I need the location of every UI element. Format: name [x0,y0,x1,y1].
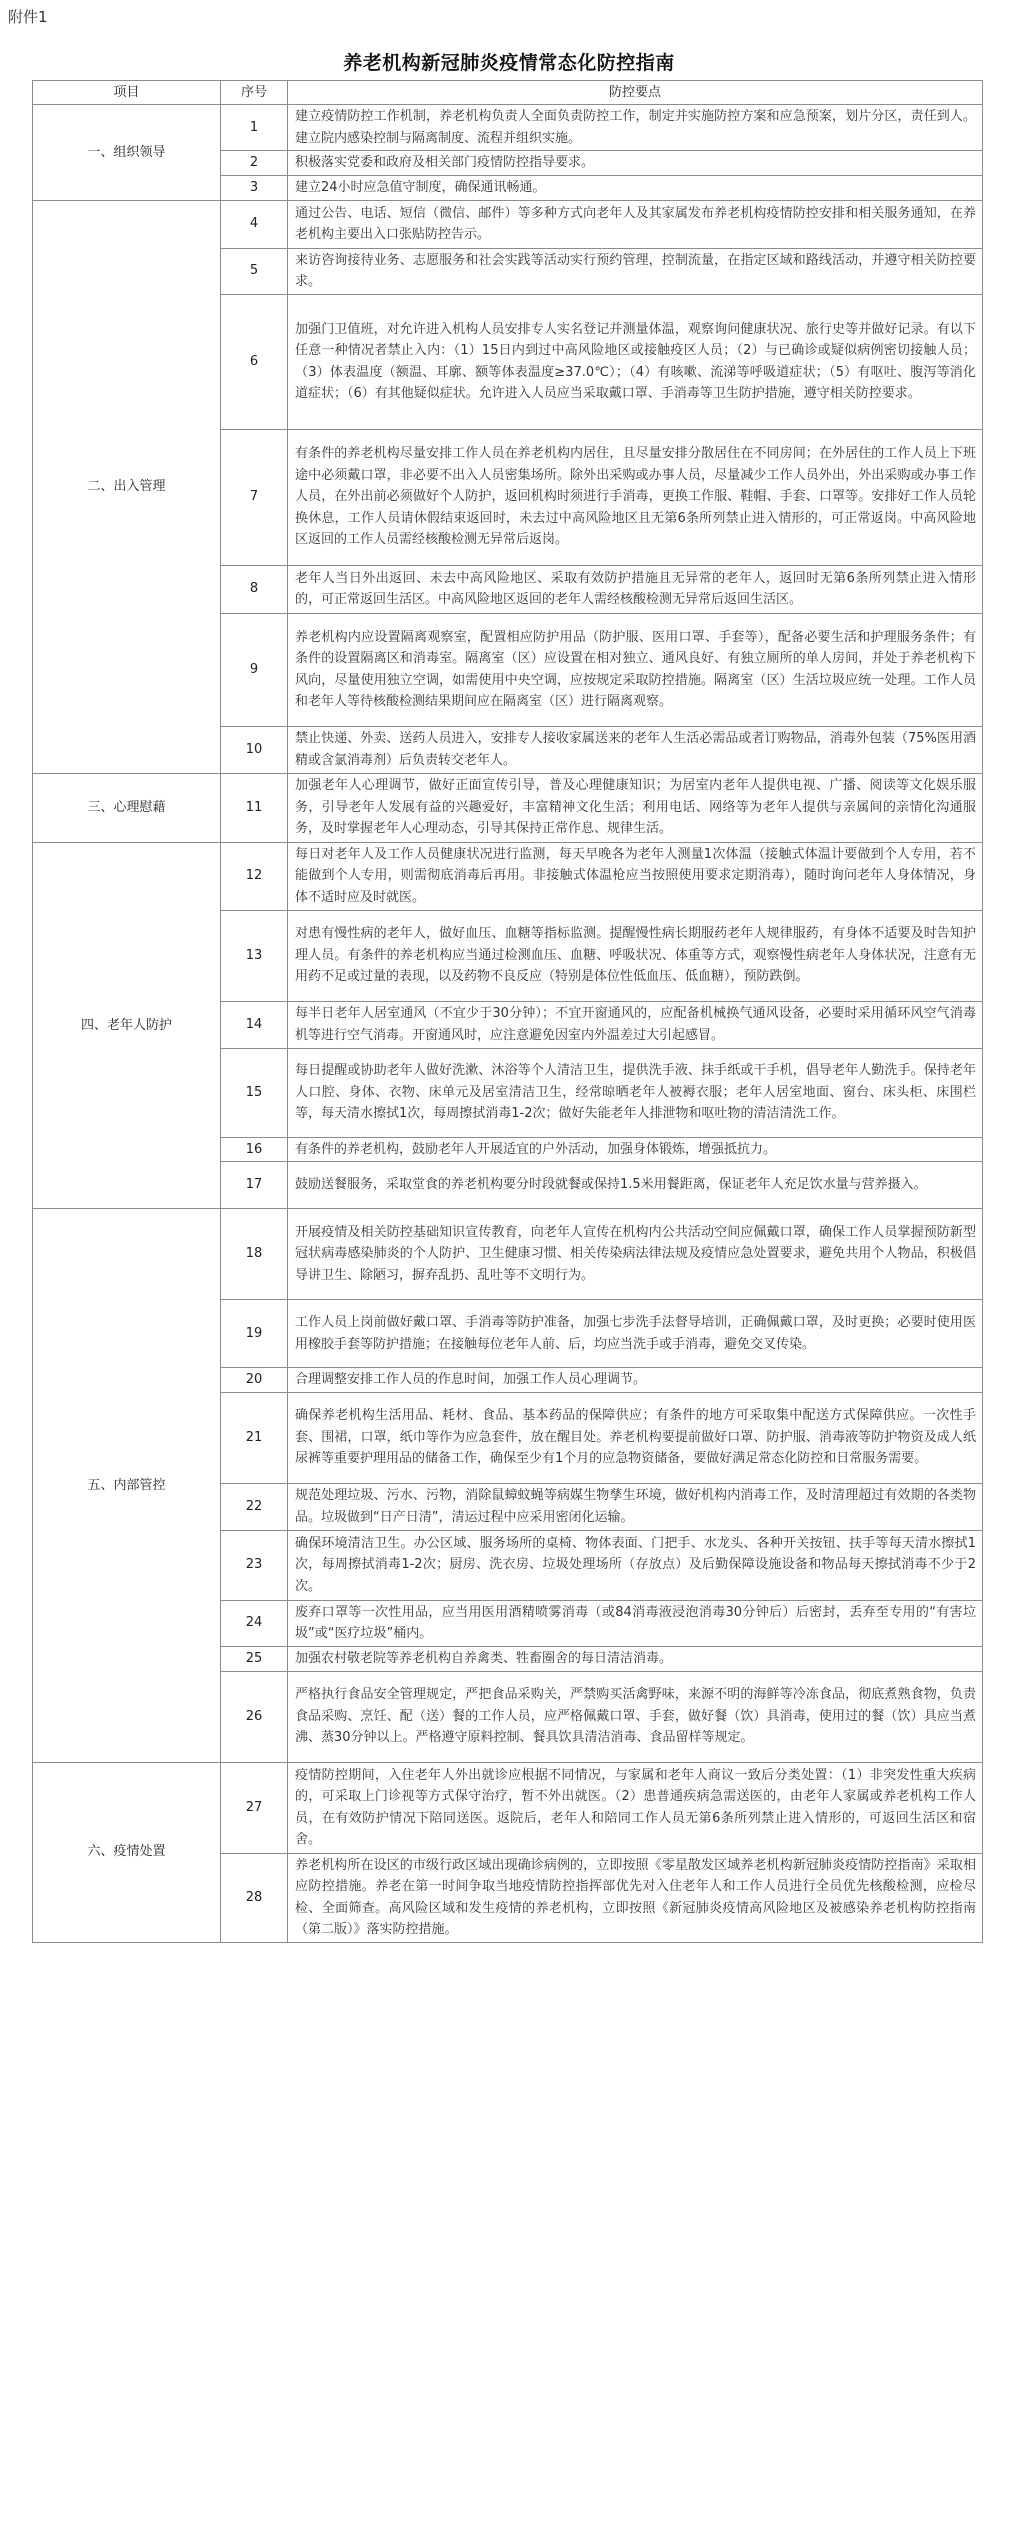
guideline-table [32,80,983,1943]
key-point-cell: 每日对老年人及工作人员健康状况进行监测，每天早晚各为老年人测量1次体温（接触式体温计要做到个人专用，若不能做到个人专用，则需彻底消毒后再用。非接触式体温枪应当按照使用要求定期消毒），随时询问老年人身体情况，身体不适时应及时就医。 [288,842,983,910]
row-number-cell: 28 [221,1853,288,1942]
key-point-cell: 建立24小时应急值守制度，确保通讯畅通。 [288,175,983,200]
row-number-cell: 1 [221,105,288,151]
document-title: 养老机构新冠肺炎疫情常态化防控指南 [343,52,675,74]
key-point-cell: 对患有慢性病的老年人，做好血压、血糖等指标监测。提醒慢性病长期服药老年人规律服药，有身体不适要及时告知护理人员。有条件的养老机构应当通过检测血压、血糖、呼吸状况、体重等方式，观察慢性病老年人身体状况，注意有无用药不足或过量的表现，以及药物不良反应（特别是体位性低血压、低血糖），预防跌倒。 [288,910,983,1001]
key-point-cell: 养老机构所在设区的市级行政区域出现确诊病例的，立即按照《零星散发区域养老机构新冠肺炎疫情防控指南》采取相应防控措施。养老在第一时间争取当地疫情防控指挥部优先对入住老年人和工作人员进行全员优先核酸检测，应检尽检、全面筛查。高风险区域和发生疫情的养老机构，立即按照《新冠肺炎疫情高风险地区及被感染养老机构防控指南（第二版）》落实防控措施。 [288,1853,983,1942]
table-row [33,773,983,842]
row-number-cell: 3 [221,175,288,200]
key-point-cell: 规范处理垃圾、污水、污物，消除鼠蟑蚊蝇等病媒生物孳生环境，做好机构内消毒工作，及时清理超过有效期的各类物品。垃圾做到“日产日清”，清运过程中应采用密闭化运输。 [288,1483,983,1530]
row-number-cell: 8 [221,565,288,613]
attachment-label: 附件1 [8,8,48,26]
key-point-cell: 养老机构内应设置隔离观察室，配置相应防护用品（防护服、医用口罩、手套等），配备必要生活和护理服务条件；有条件的设置隔离区和消毒室。隔离室（区）应设置在相对独立、通风良好、有独立厕所的单人房间，并处于养老机构下风向，尽量使用独立空调，如需使用中央空调，应按规定采取防控措施。隔离室（区）生活垃圾应统一处理。工作人员和老年人等待核酸检测结果期间应在隔离室（区）进行隔离观察。 [288,613,983,726]
key-point-cell: 通过公告、电话、短信（微信、邮件）等多种方式向老年人及其家属发布养老机构疫情防控安排和相关服务通知，在养老机构主要出入口张贴防控告示。 [288,200,983,248]
key-point-cell: 开展疫情及相关防控基础知识宣传教育，向老年人宣传在机构内公共活动空间应佩戴口罩，确保工作人员掌握预防新型冠状病毒感染肺炎的个人防护、卫生健康习惯、相关传染病法律法规及疫情应急处置要求，避免共用个人物品，积极倡导讲卫生、除陋习，摒弃乱扔、乱吐等不文明行为。 [288,1209,983,1300]
key-point-cell: 确保环境清洁卫生。办公区域、服务场所的桌椅、物体表面、门把手、水龙头、各种开关按钮、扶手等每天清水擦拭1次，每周擦拭消毒1-2次；厨房、洗衣房、垃圾处理场所（存放点）及后勤保障设施设备和物品每天擦拭消毒不少于2次。 [288,1530,983,1600]
category-cell: 六、疫情处置 [33,1762,221,1942]
category-cell: 三、心理慰藉 [33,773,221,842]
row-number-cell: 14 [221,1001,288,1048]
table-row [33,105,983,151]
key-point-cell: 鼓励送餐服务，采取堂食的养老机构要分时段就餐或保持1.5米用餐距离，保证老年人充足饮水量与营养摄入。 [288,1162,983,1209]
header-item: 项目 [33,81,221,105]
key-point-cell: 老年人当日外出返回、未去中高风险地区、采取有效防护措施且无异常的老年人，返回时无第6条所列禁止进入情形的，可正常返回生活区。中高风险地区返回的老年人需经核酸检测无异常后返回生活区。 [288,565,983,613]
key-point-cell: 有条件的养老机构，鼓励老年人开展适宜的户外活动，加强身体锻炼，增强抵抗力。 [288,1137,983,1162]
table-header-row [33,81,983,105]
key-point-cell: 来访咨询接待业务、志愿服务和社会实践等活动实行预约管理，控制流量，在指定区域和路线活动，并遵守相关防控要求。 [288,248,983,294]
row-number-cell: 13 [221,910,288,1001]
row-number-cell: 18 [221,1209,288,1300]
key-point-cell: 疫情防控期间，入住老年人外出就诊应根据不同情况，与家属和老年人商议一致后分类处置：（1）非突发性重大疾病的，可采取上门诊视等方式保守治疗，暂不外出就医。（2）患普通疾病急需送医的，由老年人家属或养老机构工作人员，在有效防护情况下陪同送医。返院后，老年人和陪同工作人员无第6条所列禁止进入情形的，可返回生活区和宿舍。 [288,1762,983,1853]
row-number-cell: 7 [221,429,288,565]
row-number-cell: 21 [221,1392,288,1483]
row-number-cell: 26 [221,1671,288,1762]
category-cell: 五、内部管控 [33,1209,221,1763]
row-number-cell: 16 [221,1137,288,1162]
row-number-cell: 22 [221,1483,288,1530]
key-point-cell: 禁止快递、外卖、送药人员进入，安排专人接收家属送来的老年人生活必需品或者订购物品，消毒外包装（75%医用酒精或含氯消毒剂）后负责转交老年人。 [288,726,983,773]
row-number-cell: 5 [221,248,288,294]
row-number-cell: 12 [221,842,288,910]
key-point-cell: 废弃口罩等一次性用品，应当用医用酒精喷雾消毒（或84消毒液浸泡消毒30分钟后）后密封，丢弃至专用的“有害垃圾”或“医疗垃圾”桶内。 [288,1600,983,1646]
row-number-cell: 10 [221,726,288,773]
key-point-cell: 加强门卫值班，对允许进入机构人员安排专人实名登记并测量体温，观察询问健康状况、旅行史等并做好记录。有以下任意一种情况者禁止入内：（1）15日内到过中高风险地区或接触疫区人员；（2）与已确诊或疑似病例密切接触人员；（3）体表温度（额温、耳廓、额等体表温度≥37.0℃）；（4）有咳嗽、流涕等呼吸道症状；（5）有呕吐、腹泻等消化道症状；（6）有其他疑似症状。允许进入人员应当采取戴口罩、手消毒等卫生防护措施，遵守相关防控要求。 [288,294,983,429]
row-number-cell: 19 [221,1300,288,1368]
header-number: 序号 [221,81,288,105]
table-row [33,1209,983,1300]
row-number-cell: 27 [221,1762,288,1853]
row-number-cell: 9 [221,613,288,726]
key-point-cell: 工作人员上岗前做好戴口罩、手消毒等防护准备，加强七步洗手法督导培训，正确佩戴口罩，及时更换；必要时使用医用橡胶手套等防护措施；在接触每位老年人前、后，均应当洗手或手消毒，避免交叉传染。 [288,1300,983,1368]
table-row [33,1762,983,1853]
table-row [33,200,983,248]
key-point-cell: 严格执行食品安全管理规定，严把食品采购关，严禁购买活禽野味，来源不明的海鲜等冷冻食品，彻底煮熟食物，负责食品采购、烹饪、配（送）餐的工作人员，应严格佩戴口罩、手套，做好餐（饮）具消毒，使用过的餐（饮）具应当煮沸、蒸30分钟以上。严格遵守原料控制、餐具饮具清洁消毒、食品留样等规定。 [288,1671,983,1762]
key-point-cell: 每半日老年人居室通风（不宜少于30分钟）；不宜开窗通风的，应配备机械换气通风设备，必要时采用循环风空气消毒机等进行空气消毒。开窗通风时，应注意避免因室内外温差过大引起感冒。 [288,1001,983,1048]
category-cell: 二、出入管理 [33,200,221,773]
key-point-cell: 加强老年人心理调节，做好正面宣传引导，普及心理健康知识；为居室内老年人提供电视、广播、阅读等文化娱乐服务，引导老年人发展有益的兴趣爱好，丰富精神文化生活；利用电话、网络等为老年人提供与亲属间的亲情化沟通服务，及时掌握老年人心理动态，引导其保持正常作息、规律生活。 [288,773,983,842]
key-point-cell: 每日提醒或协助老年人做好洗漱、沐浴等个人清洁卫生，提供洗手液、抹手纸或干手机，倡导老年人勤洗手。保持老年人口腔、身体、衣物、床单元及居室清洁卫生，经常晾晒老年人被褥衣服；老年人居室地面、窗台、床头柜、床围栏等，每天清水擦拭1次，每周擦拭消毒1-2次；做好失能老年人排泄物和呕吐物的清洁清洗工作。 [288,1048,983,1137]
row-number-cell: 15 [221,1048,288,1137]
category-cell: 四、老年人防护 [33,842,221,1209]
key-point-cell: 建立疫情防控工作机制，养老机构负责人全面负责防控工作，制定并实施防控方案和应急预案，划片分区，责任到人。建立院内感染控制与隔离制度、流程并组织实施。 [288,105,983,151]
table-row [33,842,983,910]
key-point-cell: 积极落实党委和政府及相关部门疫情防控指导要求。 [288,151,983,176]
key-point-cell: 合理调整安排工作人员的作息时间，加强工作人员心理调节。 [288,1368,983,1393]
row-number-cell: 20 [221,1368,288,1393]
header-key-points: 防控要点 [288,81,983,105]
row-number-cell: 17 [221,1162,288,1209]
row-number-cell: 24 [221,1600,288,1646]
row-number-cell: 25 [221,1646,288,1671]
row-number-cell: 23 [221,1530,288,1600]
row-number-cell: 4 [221,200,288,248]
row-number-cell: 6 [221,294,288,429]
table-body [33,105,983,1943]
key-point-cell: 有条件的养老机构尽量安排工作人员在养老机构内居住，且尽量安排分散居住在不同房间；在外居住的工作人员上下班途中必须戴口罩，非必要不出入人员密集场所。除外出采购或办事人员，尽量减少工作人员外出，外出采购或办事工作人员，在外出前必须做好个人防护，返回机构时须进行手消毒，更换工作服、鞋帽、手套、口罩等。安排好工作人员轮换休息，工作人员请休假结束返回时，未去过中高风险地区且无第6条所列禁止进入情形的，可正常返岗。中高风险地区返回的工作人员需经核酸检测无异常后返岗。 [288,429,983,565]
row-number-cell: 2 [221,151,288,176]
category-cell: 一、组织领导 [33,105,221,201]
key-point-cell: 加强农村敬老院等养老机构自养禽类、牲畜圈舍的每日清洁消毒。 [288,1646,983,1671]
key-point-cell: 确保养老机构生活用品、耗材、食品、基本药品的保障供应；有条件的地方可采取集中配送方式保障供应。一次性手套、围裙，口罩，纸巾等作为应急套件，放在醒目处。养老机构要提前做好口罩、防护服、消毒液等防护物资及成人纸尿裤等重要护理用品的储备工作，确保至少有1个月的应急物资储备，要做好满足常态化防控和日常服务需要。 [288,1392,983,1483]
row-number-cell: 11 [221,773,288,842]
